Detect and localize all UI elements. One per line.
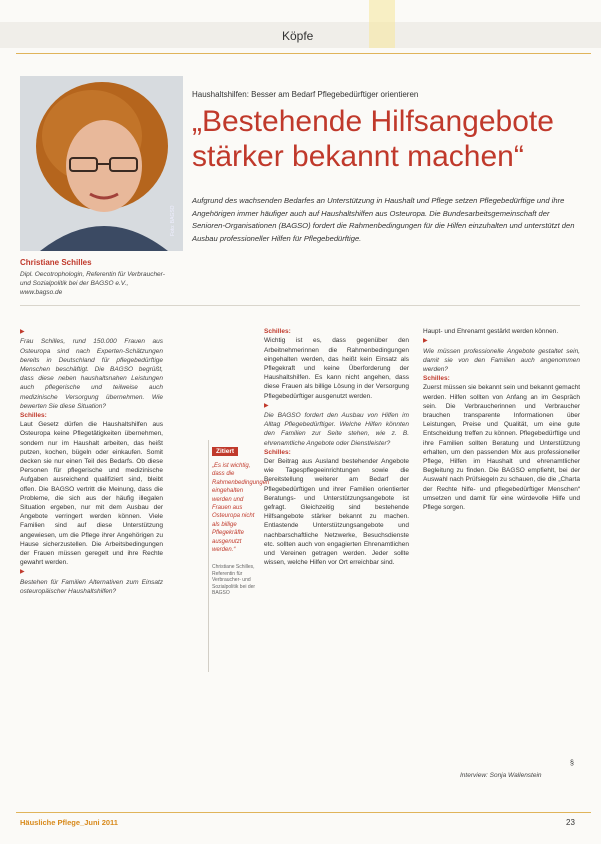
body-column-2 (264, 318, 409, 567)
answer-text: Wichtig ist es, dass gegenüber den Arbeitnehmerinnen die Rahmenbedingungen eingehalten werden, das heißt kein Einsatz als Pflegekraft und keine Überforderung der Haushaltshilfen. Es kann nicht angehen, dass diese Frauen als billige Lösung in der Versorgung Pflegebedürftiger ausgenutzt werden. (264, 337, 409, 400)
page-number: 23 (566, 818, 575, 827)
quote-box (208, 440, 270, 672)
article-headline: „Bestehende Hilfsangebote stärker bekannt machen“ (192, 105, 554, 173)
question-marker-icon: ▶ (20, 329, 25, 336)
article-end-mark: § (570, 760, 574, 767)
quote-box-text: „Es ist wichtig, dass die Rahmenbedingungen eingehalten werden und Frauen aus Osteuropa nicht als billige Pflegekräfte ausgenutzt werden.“ (212, 463, 270, 554)
question-text: Wie müssen professionelle Angebote gestaltet sein, damit sie von den Familien auch angenommen werden? (423, 347, 580, 374)
question-marker-icon: ▶ (423, 338, 428, 345)
section-label: Köpfe (282, 29, 314, 43)
photo-credit: Foto: BAGSO (170, 205, 176, 236)
quote-box-source: Christiane Schilles, Referentin für Verbraucher- und Sozialpolitik bei der BAGSO (212, 564, 256, 597)
footer-divider (16, 812, 591, 813)
question-text: Die BAGSO fordert den Ausbau von Hilfen im Alltag Pflegebedürftiger. Welche Hilfen könnten den Familien zur Seite stehen, wie z. B. ehrenamtliche Angebote oder Dienstleister? (264, 412, 409, 447)
answer-label: Schilles: (264, 328, 291, 336)
interviewer-credit: Interview: Sonja Wallenstein (460, 772, 542, 779)
question-text: Frau Schilles, rund 150.000 Frauen aus Osteuropa sind nach Experten-Schätzungen bereits in Deutschland für pflegebedürftige Menschen beschäftigt. Die BAGSO begrüßt, dass diese neben haushaltsnahen Leistungen auch pflegerische und teilweise auch medizinische Versorgung übernehmen. Wie bewerten Sie diese Situation? (20, 338, 163, 410)
article-lead: Aufgrund des wachsenden Bedarfes an Unterstützung in Haushalt und Pflege setzen Pflegebedürftige und ihre Angehörigen immer häufiger auch auf Haushaltshilfen aus Osteuropa. Die Bundesarbeitsgemeinschaft der Senioren-Organisationen (BAGSO) fordert die Rahmenbedingungen für die Hilfen einzuhalten und unterstützt den Ausbau professioneller Hilfen für Pflegebedürftige. (192, 196, 575, 243)
article-kicker: Haushaltshilfen: Besser am Bedarf Pflegebedürftiger orientieren (192, 90, 419, 99)
header-divider (16, 53, 591, 54)
answer-text: Haupt- und Ehrenamt gestärkt werden können. (423, 328, 559, 336)
portrait-caption-role: Dipl. Oecotrophologin, Referentin für Verbraucher- und Sozialpolitik bei der BAGSO e.V., www.bagso.de (20, 271, 165, 296)
answer-label: Schilles: (423, 375, 450, 383)
header-accent-tab (369, 0, 395, 48)
answer-text: Zuerst müssen sie bekannt sein und bekannt gemacht werden. Hilfen sollten von Anfang an im Gespräch sein. Die Verbraucherinnen und Verbraucher brauchen transparente Informationen über Leistungen, Preise und Qualität, um eine gute Entscheidung treffen zu können. Pflegebedürftige und ihre Familien sollten Beratung und Unterstützung erhalten, um den passenden Mix aus professioneller Pflege, Hilfen im Haushalt und ehrenamtlicher Begleitung zu finden. Die BAGSO empfiehlt, bei der Auswahl nach Prüfsiegeln zu schauen, die die „Charta der Rechte hilfe- und pflegebedürftiger Menschen“ umsetzen und damit für eine würdevolle Hilfe und Pflege sorgen. (423, 384, 580, 512)
portrait-illustration (20, 76, 183, 251)
answer-label: Schilles: (264, 448, 291, 456)
question-marker-icon: ▶ (264, 402, 269, 409)
answer-text: Laut Gesetz dürfen die Haushaltshilfen aus Osteuropa keine Pflegetätigkeiten übernehmen, sondern nur im Haushalt arbeiten, das heißt putzen, kochen, bügeln oder einkaufen. Somit decken sie nur einen Teil des Bedarfs. Ob diese Personen für pflegerische und medizinische Aufgaben ausreichend qualifiziert sind, bleibt offen. Die BAGSO vertritt die Meinung, dass die Probleme, die sich aus der häufig illegalen Situation ergeben, nur mit dem Ausbau der Angebote verringert werden können. Viele Familien sind auf diese Unterstützung angewiesen, um die Pflege ihrer Angehörigen zu Hause sicherzustellen. Die Arbeitsbedingungen der Frauen müssen geregelt und ihre Rechte gewahrt werden. (20, 421, 163, 567)
quote-box-tag: Zitiert (212, 447, 238, 456)
answer-label: Schilles: (20, 412, 47, 420)
author-portrait (20, 76, 183, 251)
question-text: Bestehen für Familien Alternativen zum Einsatz osteuropäischer Haushaltshilfen? (20, 578, 163, 595)
body-divider (20, 305, 580, 306)
body-column-1 (20, 318, 163, 596)
answer-text: Der Beitrag aus Ausland bestehender Angebote wie Tagespflegeeinrichtungen sowie die Bereitstellung weiterer am Bedarf der Pflegebedürftigen und ihrer Familien orientierter Beratungs- und Unterstützungsangebote ist gefragt. Gleichzeitig sind bestehende Hilfsangebote stärker bekannt zu machen. Entlastende Unterstützungsangebote und nachbarschaftliche Netzwerke, Besuchsdienste etc. sollten auch von engagierten Ehrenamtlichen und Vereinen getragen werden. Jeder sollte wissen, welche Hilfen vor Ort erreichbar sind. (264, 458, 409, 567)
question-marker-icon: ▶ (20, 569, 25, 576)
footer-publication: Häusliche Pflege_Juni 2011 (20, 818, 118, 827)
body-column-3 (423, 318, 580, 512)
portrait-caption-name: Christiane Schilles (20, 258, 92, 267)
